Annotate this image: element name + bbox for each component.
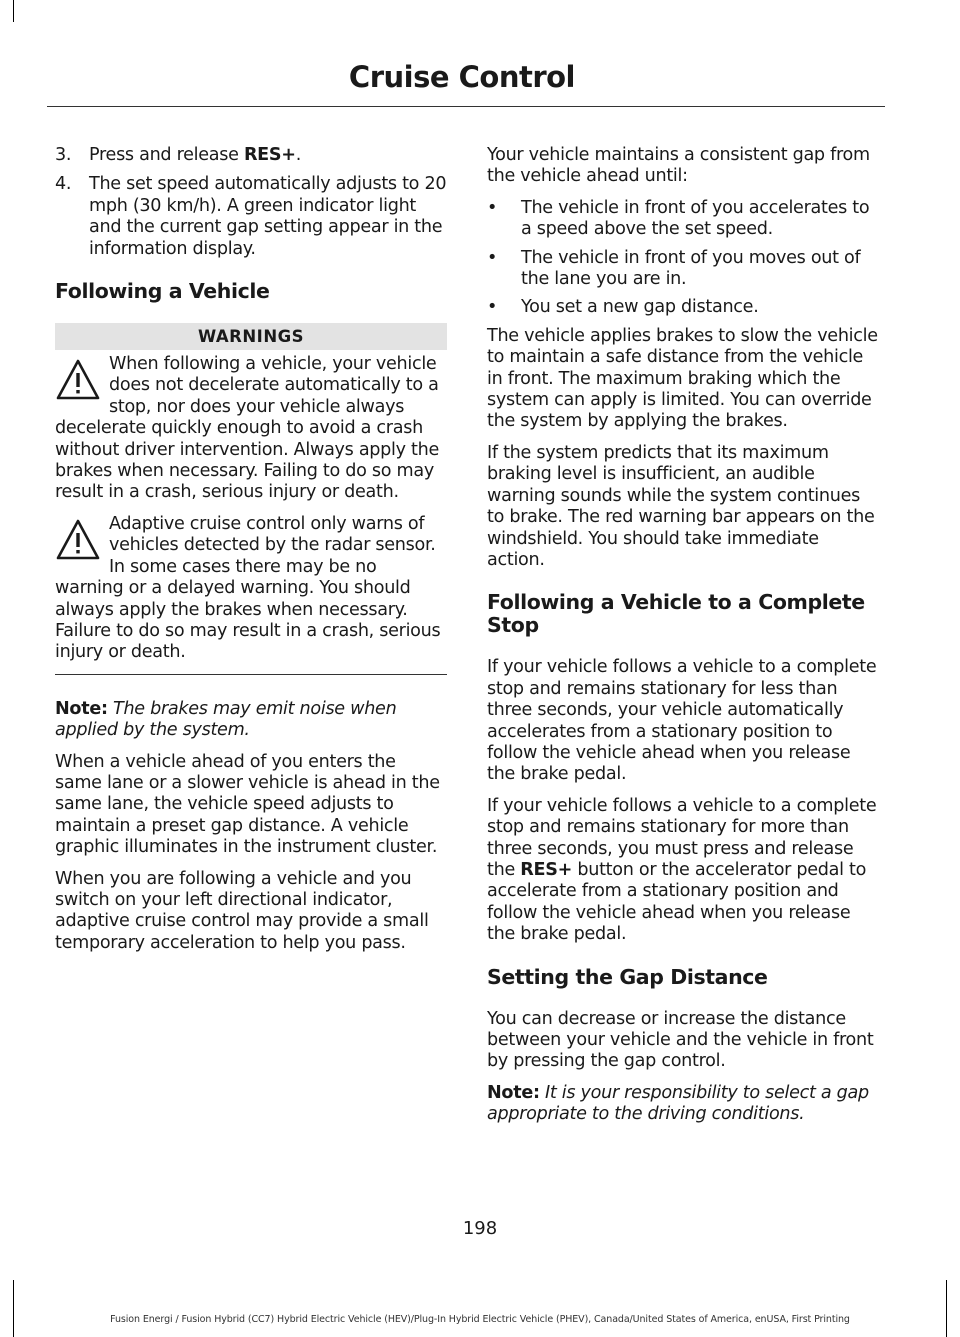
- page-number: 198: [462, 1218, 498, 1239]
- warnings-header: WARNINGS: [55, 323, 447, 350]
- paragraph: Your vehicle maintains a consistent gap from the vehicle ahead until:: [487, 145, 870, 187]
- crop-mark-bottom-right: [946, 1280, 947, 1337]
- page-title: Cruise Control: [348, 60, 575, 94]
- paragraph: When a vehicle ahead of you enters the same lane or a slower vehicle is ahead in the same lane, the vehicle speed adjusts to maintain a preset gap distance. A vehicle graphic illuminates in the instrument cluster.: [55, 751, 440, 858]
- step-4: 4. The set speed automatically adjusts to 20 mph (30 km/h). A green indicator light and the current gap setting appear in the information display.: [55, 174, 447, 259]
- right-column: [487, 145, 881, 1136]
- list-item: • The vehicle in front of you accelerates to a speed above the set speed.: [487, 197, 870, 240]
- section-heading-gap-distance: Setting the Gap Distance: [487, 964, 768, 989]
- paragraph: If the system predicts that its maximum braking level is insufficient, an audible warning sounds while the system continues to brake. The red warning bar appears on the windshield. You should take immediate action.: [487, 442, 875, 570]
- left-column: [55, 145, 447, 964]
- note: Note: The brakes may emit noise when applied by the system.: [55, 698, 397, 741]
- warning-item: Adaptive cruise control only warns of vehicles detected by the radar sensor. In some cases there may be no warning or a delayed warning. You should always apply the brakes when necessary. Failure to do so may result in a crash, serious injury or death.: [55, 513, 441, 663]
- section-heading-following: Following a Vehicle: [55, 279, 270, 304]
- warnings-end-divider: [55, 674, 447, 675]
- paragraph: If your vehicle follows a vehicle to a complete stop and remains stationary for less than three seconds, your vehicle automatically accelerates from a stationary position to follow the vehicle ahead when you release the brake pedal.: [487, 657, 877, 785]
- crop-mark-top-left: [13, 0, 14, 22]
- paragraph: You can decrease or increase the distance between your vehicle and the vehicle in front by pressing the gap control.: [487, 1008, 874, 1072]
- warning-triangle-icon: [55, 518, 101, 562]
- paragraph: When you are following a vehicle and you switch on your left directional indicator, adaptive cruise control may provide a small temporary acceleration to help you pass.: [55, 868, 429, 953]
- step-3: 3. Press and release RES+.: [55, 145, 302, 165]
- paragraph: The vehicle applies brakes to slow the vehicle to maintain a safe distance from the vehicle in front. The maximum braking which the system can apply is limited. You can override the system by applying the brakes.: [487, 325, 878, 432]
- list-item: • You set a new gap distance.: [487, 297, 759, 318]
- warning-item: When following a vehicle, your vehicle does not decelerate automatically to a stop, nor does your vehicle always decelerate quickly enough to avoid a crash without driver intervention. Always apply the brakes when necessary. Failing to do so may result in a crash, serious injury or death.: [55, 354, 440, 503]
- note: Note: It is your responsibility to select a gap appropriate to the driving conditions.: [487, 1082, 869, 1125]
- paragraph: If your vehicle follows a vehicle to a complete stop and remains stationary for more than three seconds, you must press and release the RES+ button or the accelerator pedal to accelerate from a stationary position and follow the vehicle ahead when you release the brake pedal.: [487, 795, 877, 945]
- header-divider: [47, 106, 885, 107]
- footer-text: Fusion Energi / Fusion Hybrid (CC7) Hybrid Electric Vehicle (HEV)/Plug-In Hybrid Electric Vehicle (PHEV), Canada/United States of America, enUSA, First Printing: [110, 1314, 850, 1325]
- section-heading-complete-stop: Following a Vehicle to a Complete Stop: [487, 590, 865, 638]
- warning-triangle-icon: [55, 358, 101, 402]
- list-item: • The vehicle in front of you moves out of the lane you are in.: [487, 247, 861, 290]
- crop-mark-bottom-left: [13, 1280, 14, 1337]
